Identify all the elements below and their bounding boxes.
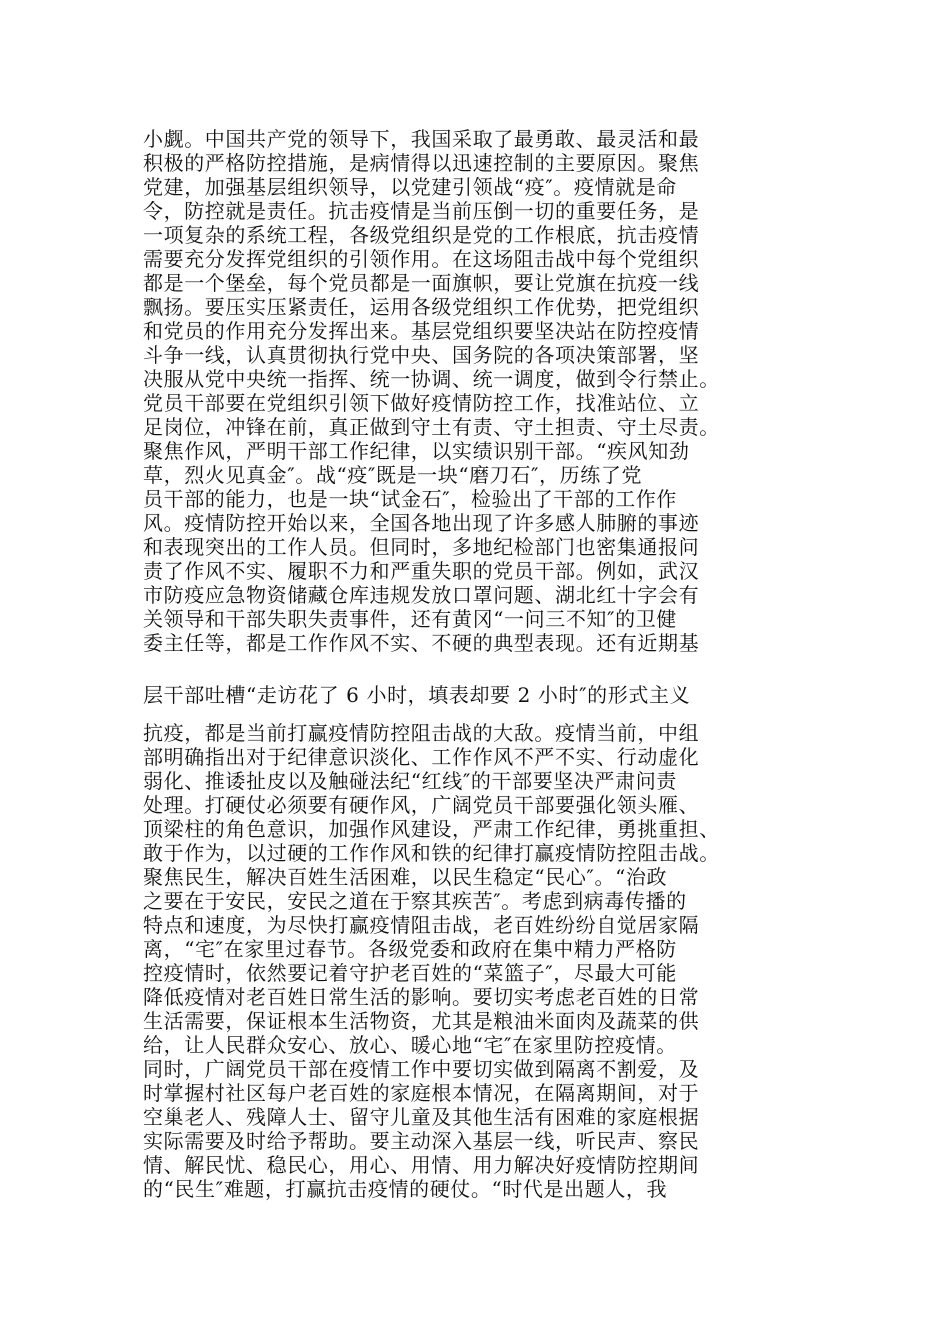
text-line: 和党员的作用充分发挥出来。基层党组织要坚决站在防控疫情 — [143, 319, 700, 343]
text-line: 积极的严格防控措施，是病情得以迅速控制的主要原因。聚焦 — [143, 151, 700, 175]
text-line: 都是一个堡垒，每个党员都是一面旗帜，要让党旗在抗疫一线 — [143, 271, 700, 295]
text-line: 党员干部要在党组织引领下做好疫情防控工作，找准站位、立 — [143, 391, 700, 415]
text-line: 实际需要及时给予帮助。要主动深入基层一线，听民声、察民 — [143, 1129, 700, 1153]
text-line: 和表现突出的工作人员。但同时，多地纪检部门也密集通报问 — [143, 535, 700, 559]
text-line: 小觑。中国共产党的领导下，我国采取了最勇敢、最灵活和最 — [143, 127, 700, 151]
text-line: 的“民生″难题，打赢抗击疫情的硬仗。“时代是出题人，我 — [143, 1177, 668, 1201]
text-line: 市防疫应急物资储藏仓库违规发放口罩问题、湖北红十字会有 — [143, 583, 700, 607]
text-line: 需要充分发挥党组织的引领作用。在这场阻击战中每个党组织 — [143, 247, 700, 271]
text-line: 风。疫情防控开始以来，全国各地出现了许多感人肺腑的事迹 — [143, 511, 700, 535]
text-line: 空巢老人、残障人士、留守儿童及其他生活有困难的家庭根据 — [143, 1105, 700, 1129]
text-line: 生活需要，保证根本生活物资，尤其是粮油米面肉及蔬菜的供 — [143, 1009, 700, 1033]
text-line: 特点和速度，为尽快打赢疫情阻击战，老百姓纷纷自觉居家隔 — [143, 913, 700, 937]
text-line: 顶梁柱的角色意识，加强作风建设，严肃工作纪律，勇挑重担、 — [143, 817, 720, 841]
text-line: 给，让人民群众安心、放心、暖心地“宅″在家里防控疫情。 — [143, 1033, 677, 1057]
text-line: 同时，广阔党员干部在疫情工作中要切实做到隔离不割爱，及 — [143, 1057, 700, 1081]
text-line: 员干部的能力，也是一块“试金石″，检验出了干部的工作作 — [143, 487, 677, 511]
text-line: 令，防控就是责任。抗击疫情是当前压倒一切的重要任务，是 — [143, 199, 700, 223]
text-line: 之要在于安民，安民之道在于察其疾苦″。考虑到病毒传播的 — [143, 889, 687, 913]
paragraph-block-1 — [143, 127, 808, 655]
text-line: 草，烈火见真金″。战“疫″既是一块“磨刀石″，历练了党 — [143, 463, 643, 487]
text-line: 关领导和干部失职失责事件，还有黄冈“一问三不知″的卫健 — [143, 607, 677, 631]
text-line: 抗疫，都是当前打赢疫情防控阻击战的大敌。疫情当前，中组 — [143, 721, 700, 745]
text-line: 委主任等，都是工作作风不实、不硬的典型表现。还有近期基 — [143, 631, 700, 655]
text-line: 飘扬。要压实压紧责任，运用各级党组织工作优势，把党组织 — [143, 295, 700, 319]
text-line: 聚焦民生，解决百姓生活困难，以民生稳定“民心″。“治政 — [143, 865, 668, 889]
paragraph-block-3 — [143, 721, 808, 1201]
text-line: 聚焦作风，严明干部工作纪律，以实绩识别干部。“疾风知劲 — [143, 439, 690, 463]
text-line: 层干部吐槽“走访花了 6 小时，填表却要 2 小时″的形式主义 — [143, 683, 691, 707]
text-line: 足岗位，冲锋在前，真正做到守土有责、守土担责、守土尽责。 — [143, 415, 720, 439]
text-line: 离，“宅″在家里过春节。各级党委和政府在集中精力严格防 — [143, 937, 677, 961]
text-line: 处理。打硬仗必须要有硬作风，广阔党员干部要强化领头雁、 — [143, 793, 700, 817]
text-line: 时掌握村社区每户老百姓的家庭根本情况，在隔离期间，对于 — [143, 1081, 700, 1105]
text-line: 降低疫情对老百姓日常生活的影响。要切实考虑老百姓的日常 — [143, 985, 700, 1009]
text-line: 控疫情时，依然要记着守护老百姓的“菜篮子″，尽最大可能 — [143, 961, 677, 985]
text-line: 一项复杂的系统工程，各级党组织是党的工作根底，抗击疫情 — [143, 223, 700, 247]
text-line: 决服从党中央统一指挥、统一协调、统一调度，做到令行禁止。 — [143, 367, 720, 391]
text-line: 情、解民忧、稳民心，用心、用情、用力解决好疫情防控期间 — [143, 1153, 700, 1177]
text-line: 党建，加强基层组织领导，以党建引领战“疫″。疫情就是命 — [143, 175, 677, 199]
text-line: 责了作风不实、履职不力和严重失职的党员干部。例如，武汉 — [143, 559, 700, 583]
paragraph-block-2 — [143, 683, 808, 707]
text-line: 弱化、推诿扯皮以及触碰法纪“红线″的干部要坚决严肃问责 — [143, 769, 677, 793]
text-line: 部明确指出对于纪律意识淡化、工作作风不严不实、行动虚化 — [143, 745, 700, 769]
text-line: 敢于作为，以过硬的工作作风和铁的纪律打赢疫情防控阻击战。 — [143, 841, 720, 865]
text-line: 斗争一线，认真贯彻执行党中央、国务院的各项决策部署，坚 — [143, 343, 700, 367]
